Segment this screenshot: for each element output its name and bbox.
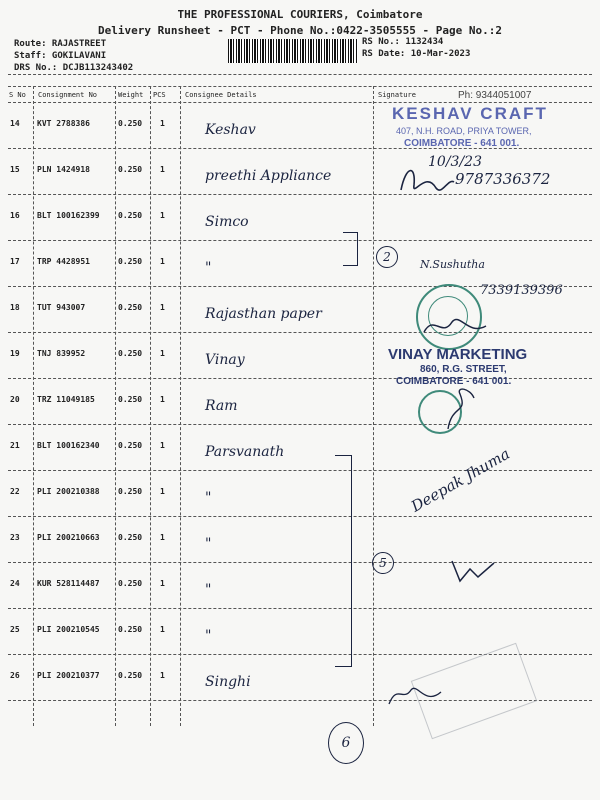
row-consignee-name: Rajasthan paper [205, 306, 322, 322]
row-sno: 22 [10, 487, 20, 496]
row-consignee-name: " [205, 582, 212, 598]
col-divider [150, 86, 151, 726]
row-pcs: 1 [160, 211, 165, 220]
row-weight: 0.250 [118, 533, 143, 542]
row-weight: 0.250 [118, 211, 143, 220]
handwritten-name: N.Sushutha [420, 258, 485, 271]
row-divider [8, 562, 592, 563]
row-sno: 17 [10, 257, 20, 266]
row-consignment-no: PLI 200210377 [37, 671, 100, 680]
row-consignment-no: KVT 2788386 [37, 119, 90, 128]
staff-label: Staff: GOKILAVANI [14, 51, 107, 61]
keshav-stamp-address: 407, N.H. ROAD, PRIYA TOWER, [396, 126, 532, 136]
row-consignee-name: Ram [205, 398, 238, 414]
row-weight: 0.250 [118, 671, 143, 680]
row-sno: 15 [10, 165, 20, 174]
row-weight: 0.250 [118, 349, 143, 358]
row-consignment-no: PLI 200210545 [37, 625, 100, 634]
row-weight: 0.250 [118, 441, 143, 450]
col-divider [115, 86, 116, 726]
col-header-consignee: Consignee Details [185, 91, 257, 99]
row-pcs: 1 [160, 533, 165, 542]
row-consignee-name: " [205, 628, 212, 644]
row-weight: 0.250 [118, 579, 143, 588]
row-pcs: 1 [160, 395, 165, 404]
row-sno: 20 [10, 395, 20, 404]
row-pcs: 1 [160, 349, 165, 358]
row-sno: 25 [10, 625, 20, 634]
row-consignment-no: BLT 100162340 [37, 441, 100, 450]
row-consignee-name: Singhi [205, 674, 251, 690]
row-pcs: 1 [160, 579, 165, 588]
row-consignee-name: " [205, 490, 212, 506]
rs-date: RS Date: 10-Mar-2023 [362, 49, 471, 59]
route-label: Route: RAJASTREET [14, 39, 107, 49]
barcode [228, 39, 358, 63]
row-divider [8, 608, 592, 609]
signature-scribble [385, 680, 445, 710]
col-header-sno: S No [9, 91, 26, 99]
drs-number: DRS No.: DCJB113243402 [14, 63, 134, 73]
row-consignment-no: TNJ 839952 [37, 349, 86, 358]
row-sno: 14 [10, 119, 20, 128]
row-divider [8, 240, 592, 241]
row-divider [8, 470, 592, 471]
signature-scribble [440, 384, 480, 434]
row-consignee-name: Keshav [205, 122, 256, 138]
column-header-divider [8, 102, 592, 103]
row-consignment-no: BLT 100162399 [37, 211, 100, 220]
row-consignment-no: TUT 943007 [37, 303, 86, 312]
keshav-stamp-city: COIMBATORE - 641 001. [404, 138, 520, 149]
vinay-stamp-city: COIMBATORE - 641 001. [396, 376, 512, 387]
col-divider [373, 86, 374, 726]
row-weight: 0.250 [118, 165, 143, 174]
row-pcs: 1 [160, 303, 165, 312]
row-divider [8, 332, 592, 333]
row-weight: 0.250 [118, 395, 143, 404]
keshav-stamp-name: KESHAV CRAFT [392, 104, 548, 123]
row-sno: 19 [10, 349, 20, 358]
handwritten-name-2: Deepak Jhuma [408, 444, 513, 516]
col-divider [180, 86, 181, 726]
signature-phone-top: Ph: 9344051007 [458, 90, 532, 101]
row-consignment-no: PLI 200210663 [37, 533, 100, 542]
row-divider [8, 194, 592, 195]
row-weight: 0.250 [118, 119, 143, 128]
row-consignee-name: Vinay [205, 352, 245, 368]
row-sno: 24 [10, 579, 20, 588]
col-header-signature: Signature [378, 91, 416, 99]
row-sno: 23 [10, 533, 20, 542]
row-pcs: 1 [160, 119, 165, 128]
col-header-weight: Weight [118, 91, 144, 99]
row-consignment-no: KUR 528114487 [37, 579, 100, 588]
header-divider-top [8, 74, 592, 75]
rs-number: RS No.: 1132434 [362, 37, 444, 47]
company-title: THE PROFESSIONAL COURIERS, Coimbatore [177, 8, 423, 21]
row-sno: 21 [10, 441, 20, 450]
row-consignee-name: Parsvanath [205, 444, 285, 460]
row-consignment-no: PLN 1424918 [37, 165, 90, 174]
signature-scribble [448, 555, 498, 585]
vinay-stamp-address: 860, R.G. STREET, [420, 364, 507, 375]
circled-number: 5 [372, 552, 394, 574]
col-header-pcs: PCS [153, 91, 166, 99]
row-consignee-name: preethi Appliance [205, 168, 332, 184]
circled-number: 2 [376, 246, 398, 268]
circled-number: 6 [328, 722, 364, 764]
handwritten-phone-2: 7339139396 [480, 283, 563, 298]
row-divider [8, 516, 592, 517]
table-top-border [8, 86, 592, 87]
row-weight: 0.250 [118, 303, 143, 312]
col-header-consignment: Consignment No [38, 91, 98, 99]
handwritten-phone: 9787336372 [455, 170, 551, 188]
bracket-mark [335, 455, 352, 667]
row-weight: 0.250 [118, 487, 143, 496]
vinay-stamp-name: VINAY MARKETING [388, 346, 528, 363]
row-pcs: 1 [160, 487, 165, 496]
row-sno: 16 [10, 211, 20, 220]
row-pcs: 1 [160, 165, 165, 174]
runsheet-subtitle: Delivery Runsheet - PCT - Phone No.:0422-3505555 - Page No.:2 [98, 24, 502, 37]
signature-scribble [396, 160, 456, 200]
row-consignee-name: " [205, 536, 212, 552]
row-sno: 26 [10, 671, 20, 680]
row-consignee-name: " [205, 260, 212, 276]
signature-scribble [420, 312, 490, 342]
row-pcs: 1 [160, 257, 165, 266]
bracket-mark [343, 232, 358, 266]
row-consignment-no: PLI 200210388 [37, 487, 100, 496]
row-sno: 18 [10, 303, 20, 312]
row-consignment-no: TRZ 11049185 [37, 395, 95, 404]
row-weight: 0.250 [118, 257, 143, 266]
row-pcs: 1 [160, 671, 165, 680]
row-consignee-name: Simco [205, 214, 249, 230]
row-pcs: 1 [160, 625, 165, 634]
handwritten-date: 10/3/23 [428, 154, 482, 170]
row-divider [8, 424, 592, 425]
row-pcs: 1 [160, 441, 165, 450]
col-divider [33, 86, 34, 726]
row-weight: 0.250 [118, 625, 143, 634]
row-consignment-no: TRP 4428951 [37, 257, 90, 266]
